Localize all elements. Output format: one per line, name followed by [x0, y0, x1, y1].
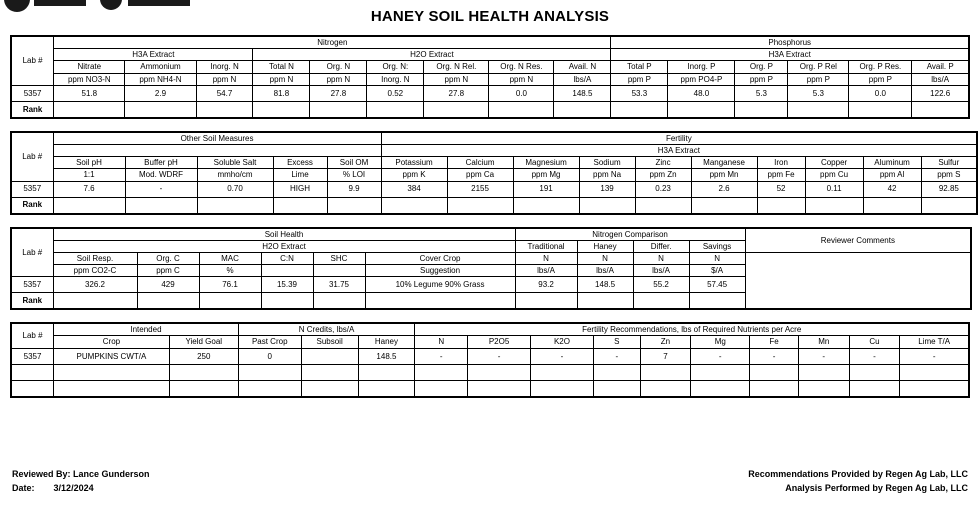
empty-cell	[798, 364, 849, 380]
rank-cell	[253, 101, 310, 118]
col-name: Buffer pH	[125, 157, 197, 169]
col-name: Avail. P	[912, 61, 969, 73]
empty-cell	[301, 380, 358, 397]
col-name: Total P	[611, 61, 668, 73]
col-name: Org. N Rel.	[424, 61, 489, 73]
col-units: $/A	[689, 265, 745, 277]
cell-value: -	[798, 348, 849, 364]
col-name: Zn	[640, 336, 691, 348]
cell-value: -	[900, 348, 969, 364]
cell-value: 429	[137, 277, 199, 293]
col-name: Cu	[849, 336, 900, 348]
cell-value: 15.39	[261, 277, 313, 293]
col-units: N	[689, 252, 745, 264]
empty-cell	[531, 364, 594, 380]
col-name: S	[593, 336, 640, 348]
footer	[10, 468, 970, 502]
col-name: Avail. N	[554, 61, 611, 73]
subgroup-h3a-p: H3A Extract	[611, 49, 969, 61]
rank-cell	[273, 197, 327, 214]
col-units	[261, 265, 313, 277]
empty-cell	[11, 380, 54, 397]
rank-cell	[365, 293, 515, 310]
empty-cell	[238, 380, 301, 397]
page-title: HANEY SOIL HEALTH ANALYSIS	[370, 8, 610, 25]
cell-value: -	[691, 348, 750, 364]
cell-value: 2.9	[125, 85, 196, 101]
col-name: Magnesium	[513, 157, 579, 169]
col-units: ppm P	[849, 73, 912, 85]
subgroup-h2o-n: H2O Extract	[253, 49, 611, 61]
col-units: %	[199, 265, 261, 277]
col-units: ppm P	[611, 73, 668, 85]
col-units: Lime	[273, 169, 327, 181]
soil-health-table	[10, 227, 972, 311]
rank-cell	[577, 293, 633, 310]
col-units: % LOI	[327, 169, 381, 181]
subgroup-h3a-fertility: H3A Extract	[381, 144, 977, 156]
col-name: Sodium	[579, 157, 635, 169]
cell-value: -	[468, 348, 531, 364]
rank-cell	[53, 197, 125, 214]
col-name: Mn	[798, 336, 849, 348]
lab-number-header: Lab #	[11, 323, 54, 348]
col-units: ppm N	[253, 73, 310, 85]
col-units: lbs/A	[577, 265, 633, 277]
col-name: Potassium	[381, 157, 447, 169]
empty-cell	[531, 380, 594, 397]
col-name: Lime T/A	[900, 336, 969, 348]
col-units: ppm Al	[863, 169, 921, 181]
col-units: ppm PO4-P	[668, 73, 735, 85]
cell-value: -	[125, 181, 197, 197]
col-units: ppm Mn	[691, 169, 757, 181]
rank-cell	[515, 293, 577, 310]
col-name: Org. P Res.	[849, 61, 912, 73]
col-name: Traditional	[515, 240, 577, 252]
reviewer-comments-box[interactable]	[745, 252, 971, 309]
col-units: lbs/A	[912, 73, 969, 85]
cell-value: 31.75	[313, 277, 365, 293]
cell-value: 54.7	[196, 85, 253, 101]
cell-value: 81.8	[253, 85, 310, 101]
col-name: P2O5	[468, 336, 531, 348]
col-name: K2O	[531, 336, 594, 348]
col-name: Cover Crop	[365, 252, 515, 264]
col-units: lbs/A	[554, 73, 611, 85]
cell-value: 0.11	[805, 181, 863, 197]
cell-value: 250	[169, 348, 238, 364]
rank-cell	[197, 197, 273, 214]
cell-value: 10% Legume 90% Grass	[365, 277, 515, 293]
col-name: Haney	[577, 240, 633, 252]
col-name: Crop	[54, 336, 170, 348]
table-row	[11, 348, 969, 364]
rank-cell	[805, 197, 863, 214]
cell-value: HIGH	[273, 181, 327, 197]
empty-cell	[468, 364, 531, 380]
cell-value: -	[849, 348, 900, 364]
lab-number: 5357	[11, 85, 54, 101]
col-name: Savings	[689, 240, 745, 252]
recommendations-table	[10, 322, 970, 397]
rank-cell	[849, 101, 912, 118]
col-units: Mod. WDRF	[125, 169, 197, 181]
date-value: 3/12/2024	[53, 482, 94, 493]
rank-cell	[912, 101, 969, 118]
col-name: Mg	[691, 336, 750, 348]
rank-cell	[125, 197, 197, 214]
cell-value: 139	[579, 181, 635, 197]
rank-cell	[367, 101, 424, 118]
empty-cell	[750, 380, 799, 397]
table-row-rank	[11, 101, 969, 118]
col-name: Manganese	[691, 157, 757, 169]
col-units: ppm Cu	[805, 169, 863, 181]
empty-cell	[468, 380, 531, 397]
cell-value: -	[593, 348, 640, 364]
col-name: Soil Resp.	[53, 252, 137, 264]
col-name: Zinc	[635, 157, 691, 169]
empty-cell	[358, 364, 415, 380]
col-units: ppm N	[310, 73, 367, 85]
group-phosphorus: Phosphorus	[611, 36, 969, 49]
cell-value	[301, 348, 358, 364]
col-name: Inorg. P	[668, 61, 735, 73]
cell-value: 0.52	[367, 85, 424, 101]
col-units: ppm NH4-N	[125, 73, 196, 85]
rank-cell	[863, 197, 921, 214]
cell-value: 48.0	[668, 85, 735, 101]
col-name: Soil pH	[53, 157, 125, 169]
table-row-rank	[11, 197, 977, 214]
lab-logo	[4, 0, 214, 12]
cell-value: 76.1	[199, 277, 261, 293]
lab-number-header: Lab #	[11, 36, 54, 85]
col-units: N	[633, 252, 689, 264]
lab-number: 5357	[11, 277, 53, 293]
analysis-provider: Analysis Performed by Regen Ag Lab, LLC	[785, 482, 968, 493]
col-name: Ammonium	[125, 61, 196, 73]
table-row	[11, 85, 969, 101]
col-name: Aluminum	[863, 157, 921, 169]
col-name: Past Crop	[238, 336, 301, 348]
table-row	[11, 181, 977, 197]
subgroup-h2o-soil-health: H2O Extract	[53, 240, 515, 252]
col-name: Org. P	[735, 61, 788, 73]
col-units: 1:1	[53, 169, 125, 181]
col-name: Haney	[358, 336, 415, 348]
group-soil-health: Soil Health	[53, 228, 515, 241]
empty-cell	[900, 364, 969, 380]
col-name: Calcium	[447, 157, 513, 169]
cell-value: PUMPKINS CWT/A	[54, 348, 170, 364]
col-units: ppm Na	[579, 169, 635, 181]
rank-cell	[757, 197, 805, 214]
col-units: ppm Ca	[447, 169, 513, 181]
empty-cell	[415, 364, 468, 380]
group-n-credits: N Credits, lbs/A	[238, 323, 415, 336]
cell-value: 0.0	[849, 85, 912, 101]
col-name: Excess	[273, 157, 327, 169]
empty-cell	[301, 364, 358, 380]
col-units: ppm Zn	[635, 169, 691, 181]
col-units: ppm P	[735, 73, 788, 85]
cell-value: 57.45	[689, 277, 745, 293]
col-units: ppm S	[921, 169, 977, 181]
group-fertility-recommendations: Fertility Recommendations, lbs of Required Nutrients per Acre	[415, 323, 969, 336]
col-units: ppm NO3-N	[54, 73, 125, 85]
empty-cell	[11, 364, 54, 380]
cell-value: 0.70	[197, 181, 273, 197]
rank-cell	[196, 101, 253, 118]
rank-cell	[921, 197, 977, 214]
cell-value: 122.6	[912, 85, 969, 101]
rank-cell	[735, 101, 788, 118]
lab-number-header: Lab #	[11, 228, 53, 277]
cell-value: 5.3	[735, 85, 788, 101]
rank-cell	[668, 101, 735, 118]
rank-cell	[137, 293, 199, 310]
col-name: Copper	[805, 157, 863, 169]
group-nitrogen-comparison: Nitrogen Comparison	[515, 228, 745, 241]
empty-cell	[691, 380, 750, 397]
empty-cell	[54, 380, 170, 397]
rank-cell	[327, 197, 381, 214]
rank-cell	[53, 293, 137, 310]
col-units: ppm N	[489, 73, 554, 85]
col-units: ppm P	[788, 73, 849, 85]
col-name: Soil OM	[327, 157, 381, 169]
empty-cell	[849, 364, 900, 380]
col-name: Org. N	[310, 61, 367, 73]
empty-cell	[54, 364, 170, 380]
empty-cell	[798, 380, 849, 397]
cell-value: 0.0	[489, 85, 554, 101]
group-fertility: Fertility	[381, 132, 977, 145]
col-units: lbs/A	[515, 265, 577, 277]
col-name: Org. N Res.	[489, 61, 554, 73]
col-name: Fe	[750, 336, 799, 348]
rank-cell	[199, 293, 261, 310]
cell-value: 53.3	[611, 85, 668, 101]
rank-label: Rank	[11, 293, 53, 310]
cell-value: 7	[640, 348, 691, 364]
empty-cell	[169, 364, 238, 380]
col-name: N	[415, 336, 468, 348]
group-other-soil-measures: Other Soil Measures	[53, 132, 381, 145]
rank-cell	[381, 197, 447, 214]
empty-cell	[593, 380, 640, 397]
col-name: Nitrate	[54, 61, 125, 73]
cell-value: 2155	[447, 181, 513, 197]
col-name: C:N	[261, 252, 313, 264]
empty-cell	[238, 364, 301, 380]
empty-cell	[691, 364, 750, 380]
lab-number-header: Lab #	[11, 132, 53, 181]
col-name: Iron	[757, 157, 805, 169]
col-units: N	[515, 252, 577, 264]
cell-value: 92.85	[921, 181, 977, 197]
empty-cell	[750, 364, 799, 380]
cell-value: 2.6	[691, 181, 757, 197]
rank-cell	[788, 101, 849, 118]
rank-cell	[424, 101, 489, 118]
rank-cell	[611, 101, 668, 118]
cell-value: 27.8	[310, 85, 367, 101]
rank-cell	[633, 293, 689, 310]
col-units: N	[577, 252, 633, 264]
subgroup-blank	[53, 144, 381, 156]
rank-cell	[689, 293, 745, 310]
cell-value: 0	[238, 348, 301, 364]
col-units: ppm N	[196, 73, 253, 85]
cell-value: 5.3	[788, 85, 849, 101]
group-intended: Intended	[54, 323, 239, 336]
col-units	[313, 265, 365, 277]
rank-cell	[54, 101, 125, 118]
col-name: Org. N:	[367, 61, 424, 73]
cell-value: -	[531, 348, 594, 364]
cell-value: 326.2	[53, 277, 137, 293]
empty-cell	[640, 364, 691, 380]
col-units: ppm Mg	[513, 169, 579, 181]
rank-cell	[310, 101, 367, 118]
cell-value: -	[750, 348, 799, 364]
cell-value: 42	[863, 181, 921, 197]
empty-cell	[849, 380, 900, 397]
rank-cell	[579, 197, 635, 214]
subgroup-h3a-n: H3A Extract	[54, 49, 253, 61]
col-name: Org. P Rel	[788, 61, 849, 73]
cell-value: -	[415, 348, 468, 364]
col-name: Differ.	[633, 240, 689, 252]
col-units: Inorg. N	[367, 73, 424, 85]
rank-cell	[635, 197, 691, 214]
recommendations-provider: Recommendations Provided by Regen Ag Lab, LLC	[748, 469, 968, 479]
col-units: ppm CO2-C	[53, 265, 137, 277]
cell-value: 148.5	[554, 85, 611, 101]
cell-value: 52	[757, 181, 805, 197]
lab-number: 5357	[11, 348, 54, 364]
cell-value: 93.2	[515, 277, 577, 293]
col-name: Inorg. N	[196, 61, 253, 73]
empty-cell	[593, 364, 640, 380]
group-reviewer-comments: Reviewer Comments	[745, 228, 971, 253]
col-units: mmho/cm	[197, 169, 273, 181]
cell-value: 7.6	[53, 181, 125, 197]
col-name: MAC	[199, 252, 261, 264]
empty-cell	[358, 380, 415, 397]
col-name: Org. C	[137, 252, 199, 264]
rank-label: Rank	[11, 101, 54, 118]
col-name: Yield Goal	[169, 336, 238, 348]
cell-value: 51.8	[54, 85, 125, 101]
rank-cell	[513, 197, 579, 214]
col-name: Total N	[253, 61, 310, 73]
group-nitrogen: Nitrogen	[54, 36, 611, 49]
nutrient-table	[10, 35, 970, 119]
empty-cell	[415, 380, 468, 397]
reviewed-by: Reviewed By: Lance Gunderson	[12, 469, 150, 479]
col-units: Suggestion	[365, 265, 515, 277]
cell-value: 0.23	[635, 181, 691, 197]
rank-cell	[261, 293, 313, 310]
cell-value: 55.2	[633, 277, 689, 293]
rank-label: Rank	[11, 197, 53, 214]
col-units: ppm K	[381, 169, 447, 181]
col-name: SHC	[313, 252, 365, 264]
cell-value: 27.8	[424, 85, 489, 101]
empty-cell	[640, 380, 691, 397]
rank-cell	[554, 101, 611, 118]
cell-value: 384	[381, 181, 447, 197]
col-units: ppm N	[424, 73, 489, 85]
col-name: Subsoil	[301, 336, 358, 348]
rank-cell	[489, 101, 554, 118]
col-name: Sulfur	[921, 157, 977, 169]
empty-cell	[900, 380, 969, 397]
table-row-empty	[11, 380, 969, 397]
cell-value: 191	[513, 181, 579, 197]
col-name: Soluble Salt	[197, 157, 273, 169]
col-units: ppm Fe	[757, 169, 805, 181]
rank-cell	[313, 293, 365, 310]
cell-value: 148.5	[577, 277, 633, 293]
col-units: lbs/A	[633, 265, 689, 277]
date-label: Date:	[12, 482, 35, 493]
empty-cell	[169, 380, 238, 397]
rank-cell	[691, 197, 757, 214]
cell-value: 9.9	[327, 181, 381, 197]
lab-number: 5357	[11, 181, 53, 197]
table-row-empty	[11, 364, 969, 380]
cell-value: 148.5	[358, 348, 415, 364]
soil-measures-table	[10, 131, 978, 215]
col-units: ppm C	[137, 265, 199, 277]
rank-cell	[125, 101, 196, 118]
rank-cell	[447, 197, 513, 214]
